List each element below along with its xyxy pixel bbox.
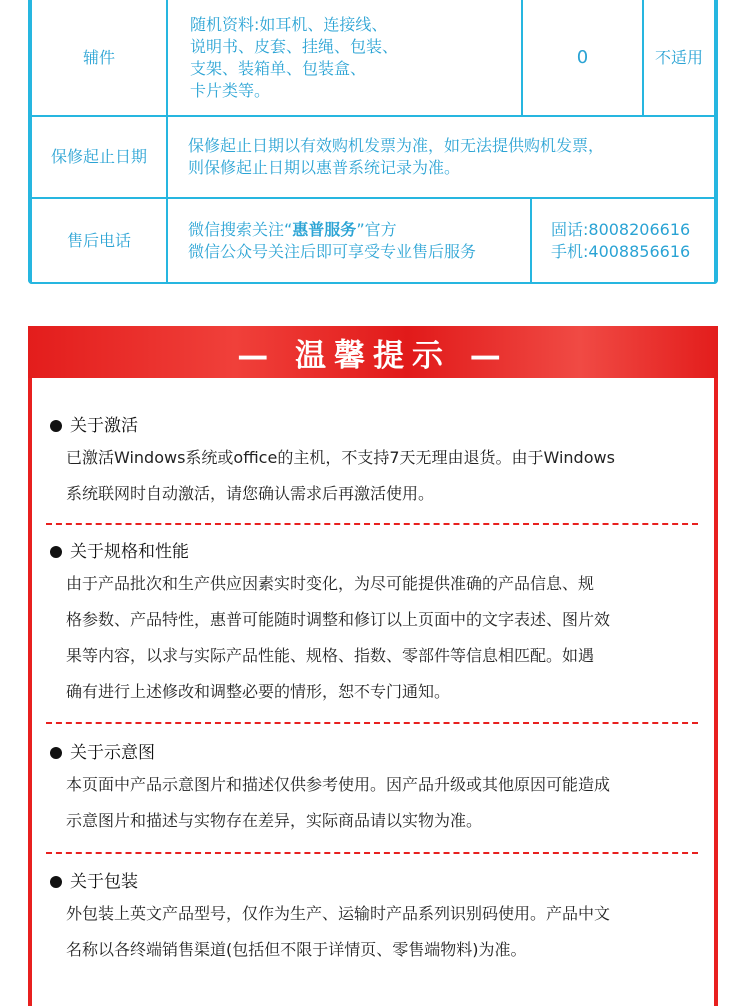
section-title [50, 412, 706, 440]
dashed-divider [46, 722, 698, 724]
wechat-line-1 [188, 219, 476, 241]
section-title-text: 关于激活 [70, 416, 138, 436]
notice-section-specs [50, 538, 706, 710]
section-title [50, 538, 706, 566]
warranty-period-label: 保修起止日期 [32, 117, 166, 197]
service-phone-label: 售后电话 [32, 199, 166, 282]
accessories-quantity: 0 [523, 0, 642, 115]
bullet-icon [50, 747, 62, 759]
accessories-line: 卡片类等。 [190, 80, 271, 100]
mobile-number: 手机:4008856616 [551, 241, 691, 261]
section-body [50, 896, 706, 968]
wechat-line-2: 微信公众号关注后即可享受专业售后服务 [188, 241, 477, 261]
section-line: 确有进行上述修改和调整必要的情形，恕不专门通知。 [66, 682, 451, 701]
warranty-period-line: 保修起止日期以有效购机发票为准，如无法提供购机发票， [188, 136, 605, 155]
accessories-line: 支架、装箱单、包装盒、 [190, 58, 367, 78]
wechat-service-info [168, 199, 530, 282]
table-row-service-phone [32, 199, 714, 282]
notice-body [32, 378, 714, 1006]
warranty-period-line: 则保修起止日期以惠普系统记录为准。 [188, 158, 461, 177]
section-title-text: 关于规格和性能 [70, 542, 189, 562]
bullet-icon [50, 876, 62, 888]
section-line: 格参数、产品特性，惠普可能随时调整和修订以上页面中的文字表述、图片效 [66, 610, 611, 629]
notice-panel [28, 326, 718, 1006]
dashed-divider [46, 852, 698, 854]
section-line: 已激活Windows系统或office的主机，不支持7天无理由退货。由于Windows [66, 448, 615, 467]
section-line: 外包装上英文产品型号，仅作为生产、运输时产品系列识别码使用。产品中文 [66, 904, 611, 923]
section-line: 系统联网时自动激活，请您确认需求后再激活使用。 [66, 484, 435, 503]
warranty-period-description [168, 117, 714, 197]
warranty-table [28, 0, 718, 284]
landline-number: 固话:8008206616 [551, 219, 691, 239]
table-row-warranty-period [32, 117, 714, 197]
section-line: 果等内容，以求与实际产品性能、规格、指数、零部件等信息相匹配。如遇 [66, 646, 595, 665]
section-title [50, 868, 706, 896]
bullet-icon [50, 420, 62, 432]
section-title-text: 关于示意图 [70, 743, 155, 763]
table-row-accessories [32, 0, 714, 115]
section-line: 示意图片和描述与实物存在差异，实际商品请以实物为准。 [66, 811, 483, 830]
phone-numbers [532, 199, 714, 282]
section-line: 由于产品批次和生产供应因素实时变化，为尽可能提供准确的产品信息、规 [66, 574, 595, 593]
accessories-status: 不适用 [644, 0, 714, 115]
section-title [50, 739, 706, 767]
notice-section-packaging [50, 868, 706, 968]
accessories-description [168, 0, 521, 115]
notice-section-illustration [50, 739, 706, 839]
wechat-account-name: 惠普服务 [292, 219, 357, 239]
accessories-label: 辅件 [32, 0, 166, 115]
wechat-suffix: ”官方 [356, 219, 397, 239]
section-title-text: 关于包装 [70, 872, 138, 892]
notice-title: — 温馨提示 — [28, 326, 718, 378]
bullet-icon [50, 546, 62, 558]
section-body [50, 440, 706, 512]
section-line: 本页面中产品示意图片和描述仅供参考使用。因产品升级或其他原因可能造成 [66, 775, 611, 794]
section-body [50, 566, 706, 710]
notice-section-activation [50, 412, 706, 512]
section-line: 名称以各终端销售渠道(包括但不限于详情页、零售端物料)为准。 [66, 940, 527, 959]
section-body [50, 767, 706, 839]
accessories-line: 说明书、皮套、挂绳、包装、 [190, 36, 399, 56]
dashed-divider [46, 523, 698, 525]
accessories-line: 随机资料:如耳机、连接线、 [190, 14, 388, 34]
wechat-prefix: 微信搜索关注“ [188, 219, 293, 239]
